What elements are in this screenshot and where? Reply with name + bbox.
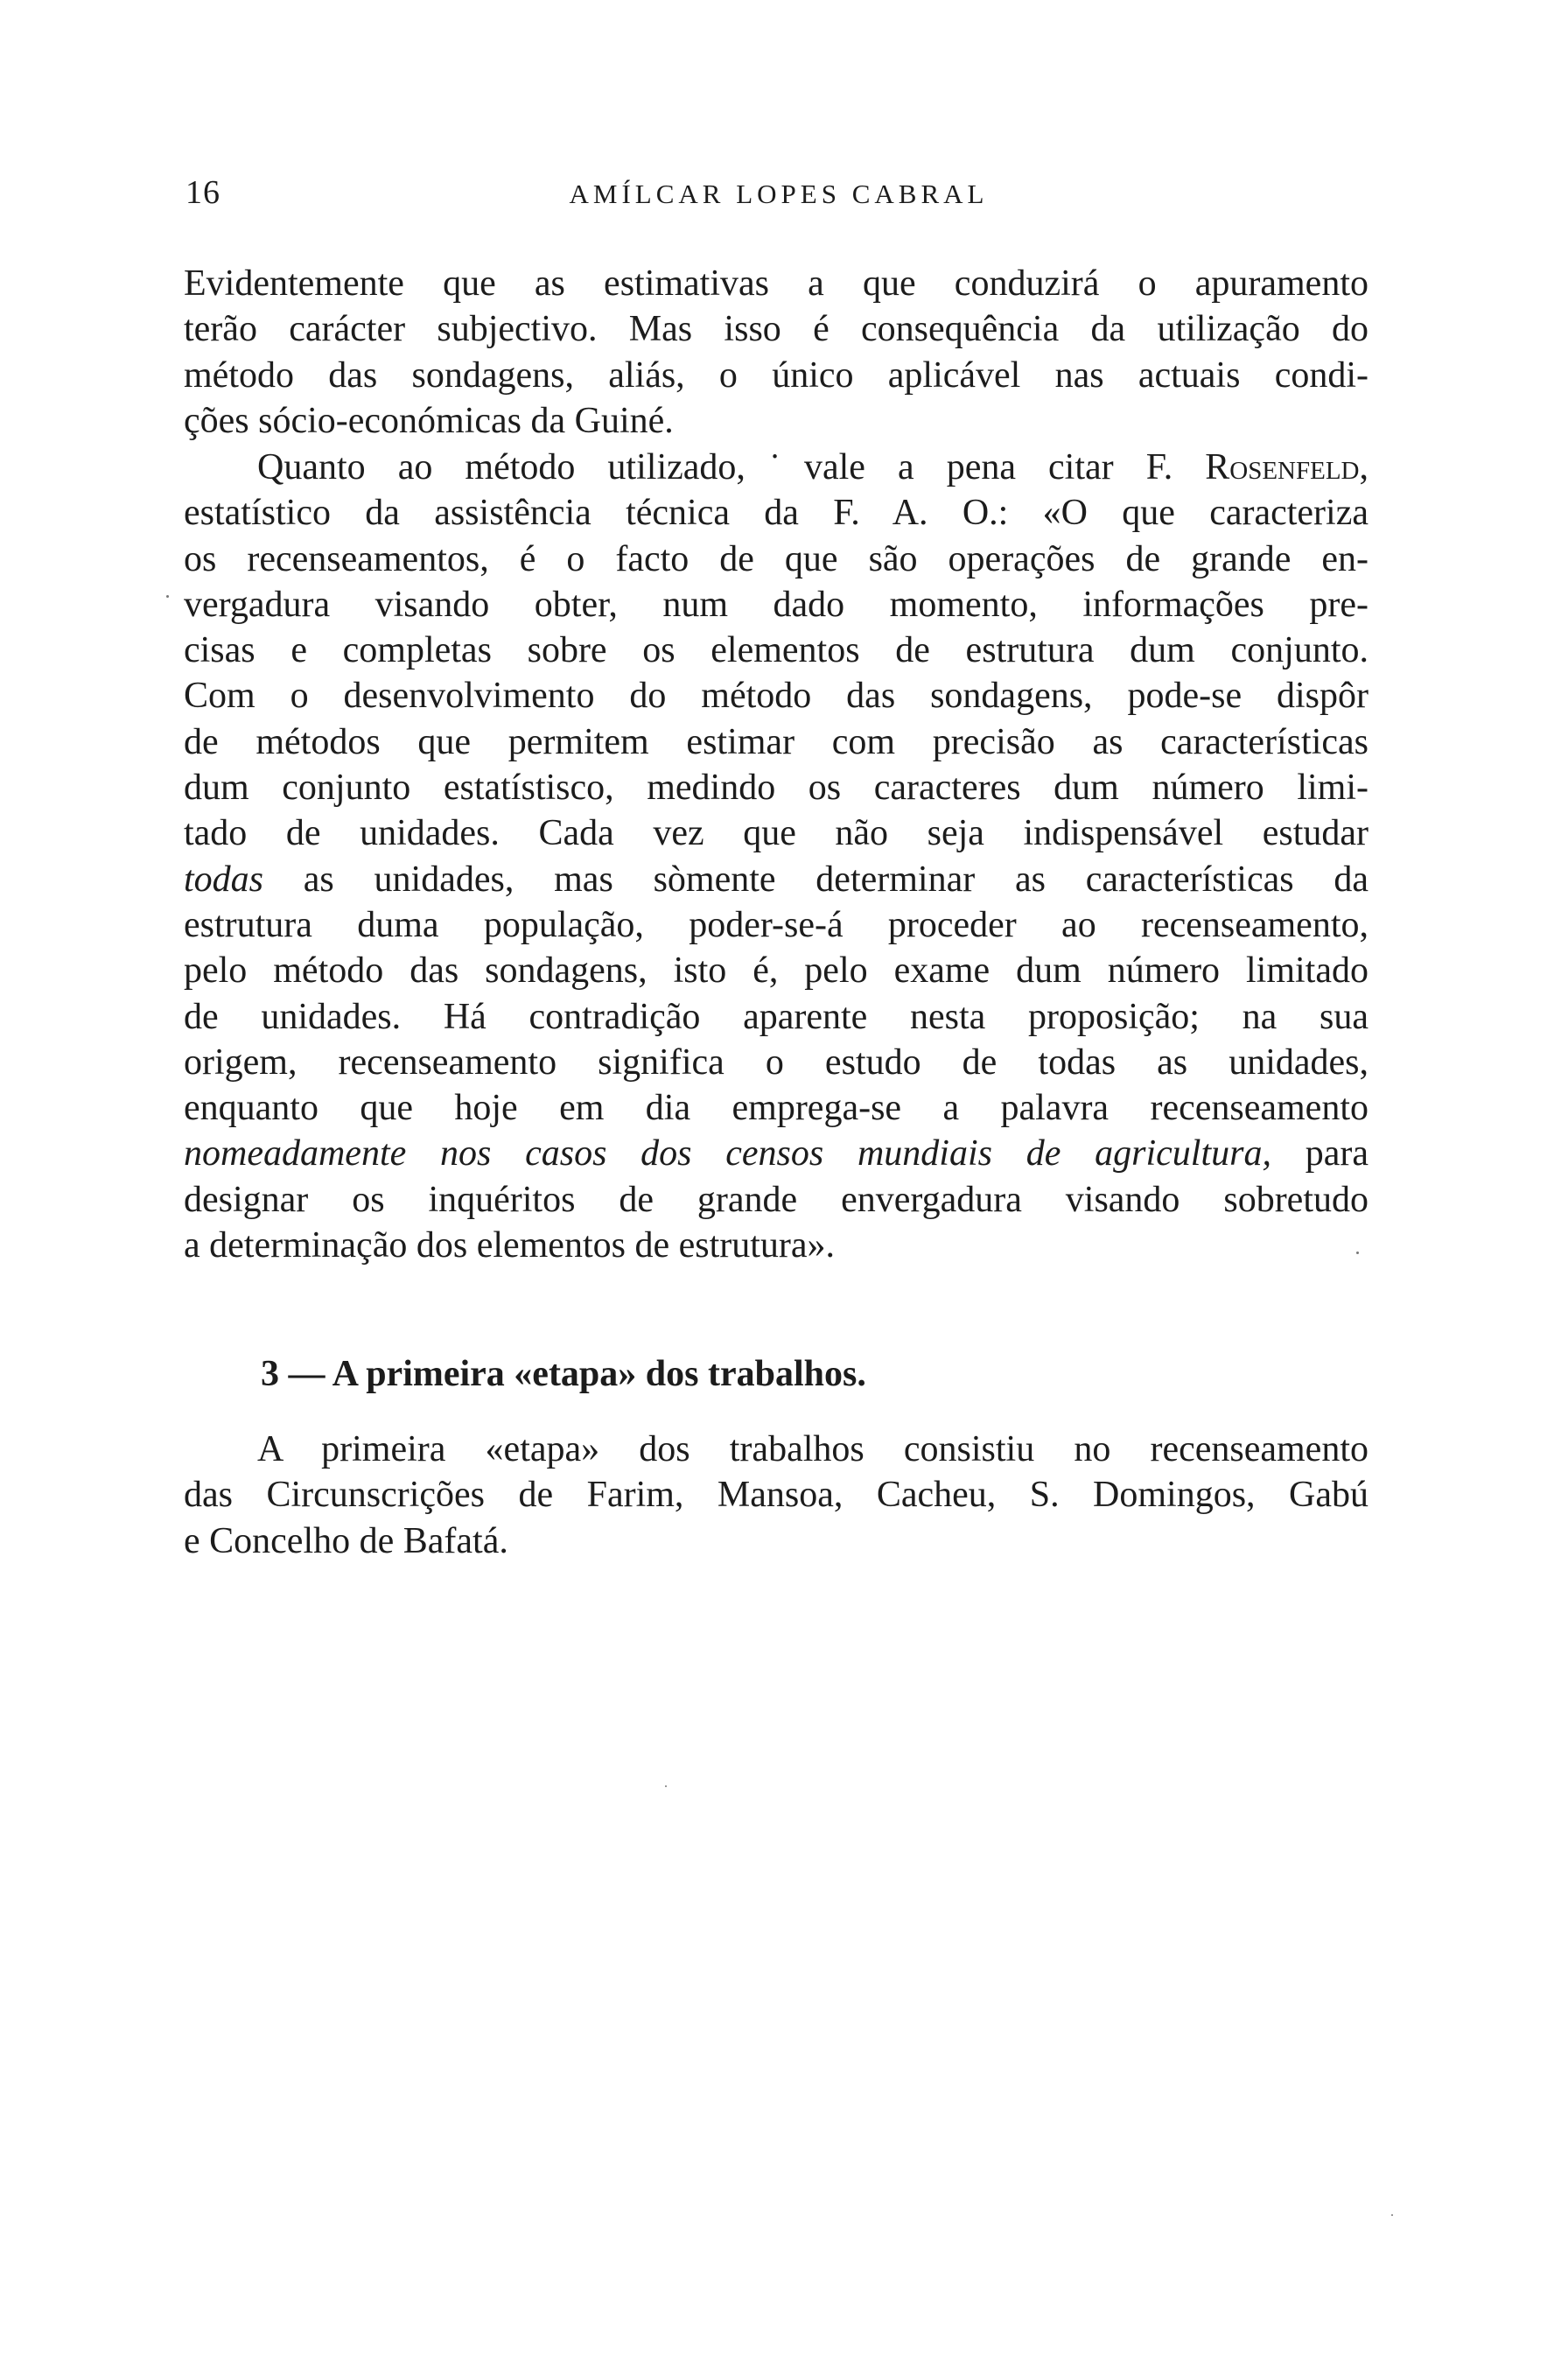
print-speck [1391, 2214, 1393, 2216]
text-line: cisas e completas sobre os elementos de estrutura dum conjunto. [184, 630, 1368, 671]
italic-phrase: nomeadamente nos casos dos censos mundiais de agricultura, [184, 1133, 1271, 1174]
text-line: de métodos que permitem estimar com precisão as características [184, 721, 1368, 762]
paragraph-3 [184, 1427, 1368, 1564]
text-line: a determinação dos elementos de estrutura». [184, 1225, 836, 1266]
text-segment: para [1270, 1133, 1368, 1174]
text-line: das Circunscrições de Farim, Mansoa, Cacheu, S. Domingos, Gabú [184, 1475, 1368, 1516]
text-line: origem, recenseamento significa o estudo de todas as unidades, [184, 1041, 1368, 1083]
text-line [184, 445, 1368, 490]
text-line: ções sócio-económicas da Guiné. [184, 400, 674, 441]
text-line: estrutura duma população, poder-se-á proceder ao recenseamento, [184, 904, 1368, 945]
text-line: A primeira «etapa» dos trabalhos consistiu no recenseamento [257, 1429, 1368, 1469]
text-line: tado de unidades. Cada vez que não seja indispensável estudar [184, 813, 1368, 854]
text-segment: , [1359, 447, 1368, 487]
text-line [184, 857, 1368, 902]
page-header [186, 173, 1372, 217]
text-line: de unidades. Há contradição aparente nesta proposição; na sua [184, 996, 1368, 1037]
text-line [184, 1131, 1368, 1176]
print-speck [1356, 1252, 1359, 1254]
paragraph-1 [184, 261, 1368, 444]
text-line: Evidentemente que as estimativas a que conduzirá o apuramento [184, 263, 1368, 304]
text-line: enquanto que hoje em dia emprega-se a palavra recenseamento [184, 1088, 1368, 1129]
text-line: designar os inquéritos de grande envergadura visando sobretudo [184, 1179, 1368, 1220]
section-heading: 3 — A primeira «etapa» dos trabalhos. [261, 1354, 866, 1394]
text-line: os recenseamentos, é o facto de que são operações de grande en- [184, 538, 1368, 579]
author-name: Rosenfeld [1205, 447, 1360, 487]
running-head: AMÍLCAR LOPES CABRAL [569, 179, 989, 209]
text-line: e Concelho de Bafatá. [184, 1520, 508, 1561]
text-line: estatístico da assistência técnica da F. A. O.: «O que caracteriza [184, 493, 1368, 534]
print-speck [665, 1785, 667, 1787]
text-line: pelo método das sondagens, isto é, pelo exame dum número limitado [184, 950, 1368, 992]
text-line: Com o desenvolvimento do método das sondagens, pode-se dispôr [184, 676, 1368, 717]
text-line: método das sondagens, aliás, o único aplicável nas actuais condi- [184, 354, 1368, 396]
page-number: 16 [186, 174, 220, 211]
text-line: vergadura visando obter, num dado momento, informações pre- [184, 584, 1368, 625]
text-segment: Quanto ao método utilizado,˙vale a pena citar F. [257, 447, 1206, 487]
italic-word: todas [184, 859, 264, 900]
text-segment: as unidades, mas sòmente determinar as características da [263, 859, 1368, 900]
text-line: dum conjunto estatístisco, medindo os caracteres dum número limi- [184, 768, 1368, 809]
paragraph-2 [184, 445, 1368, 1268]
text-line: terão carácter subjectivo. Mas isso é consequência da utilização do [184, 309, 1368, 350]
print-speck [166, 595, 169, 598]
